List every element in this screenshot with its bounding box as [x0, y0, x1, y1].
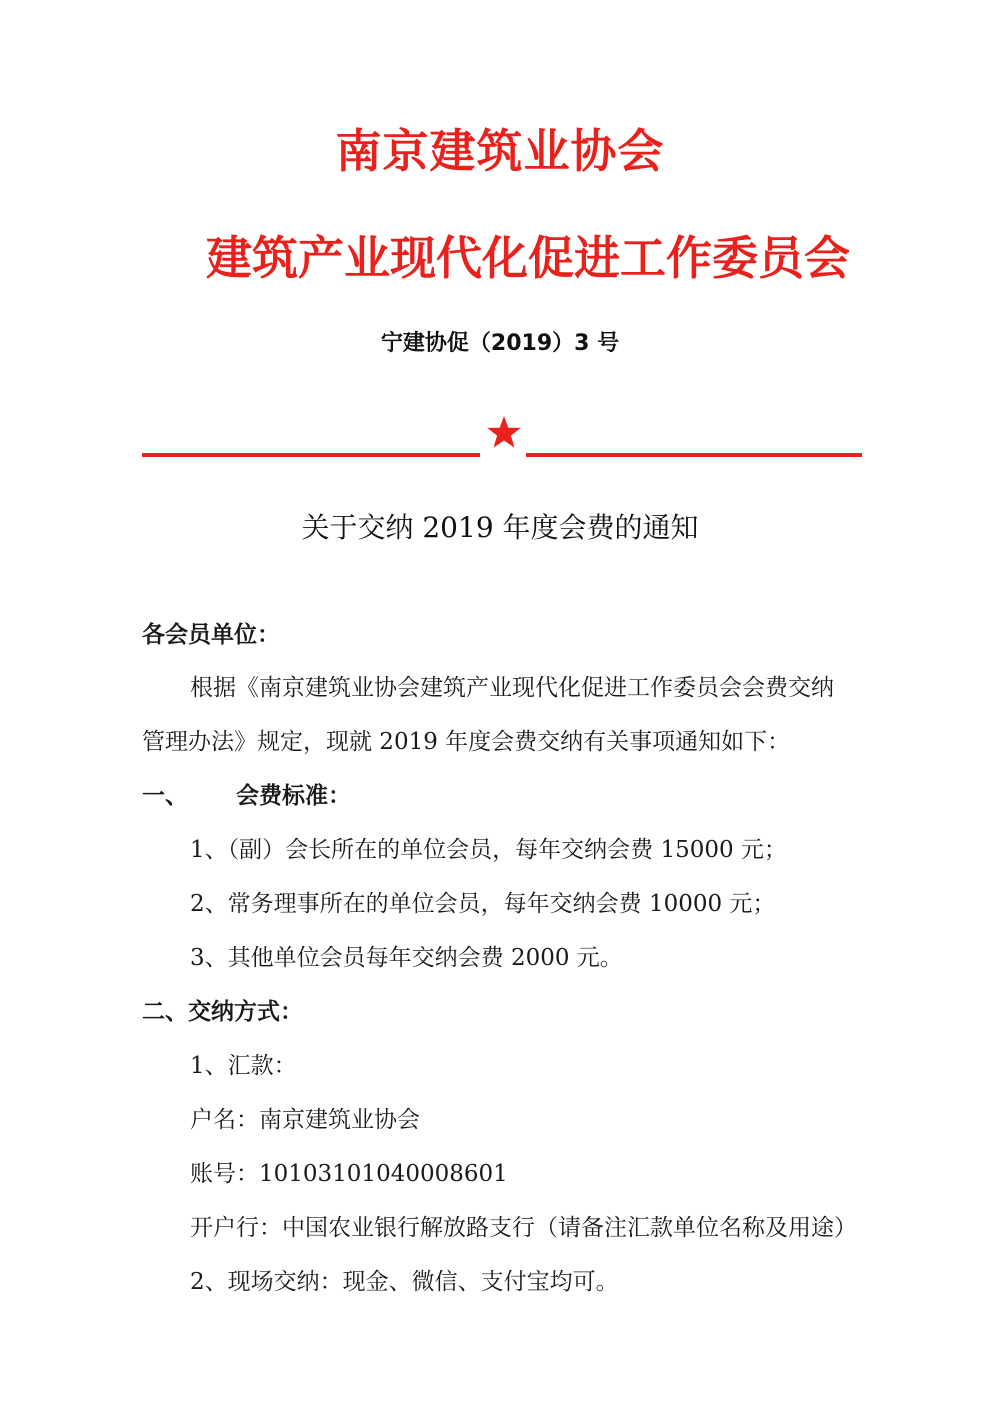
section2-heading: 二、交纳方式：: [142, 999, 303, 1025]
fee-item-2: 2、常务理事所在的单位会员，每年交纳会费 10000 元；: [190, 891, 776, 917]
intro-paragraph-line2: 管理办法》规定，现就 2019 年度会费交纳有关事项通知如下：: [142, 729, 791, 755]
fee-item-1: 1、（副）会长所在的单位会员，每年交纳会费 15000 元；: [190, 837, 787, 863]
document-number: 宁建协促（2019）3 号: [380, 331, 620, 356]
red-divider-left: [142, 453, 480, 457]
red-divider-right: [526, 453, 862, 457]
section1-title: 会费标准：: [236, 783, 351, 809]
section1-number: 一、: [142, 783, 188, 809]
account-number: 账号：10103101040008601: [190, 1161, 508, 1187]
fee-item-3: 3、其他单位会员每年交纳会费 2000 元。: [190, 945, 623, 971]
org-name-line1: 南京建筑业协会: [335, 124, 665, 178]
remit-label: 1、汇款：: [190, 1053, 297, 1079]
notice-title: 关于交纳 2019 年度会费的通知: [301, 511, 699, 544]
salutation: 各会员单位：: [142, 622, 280, 648]
red-star-icon: [486, 414, 522, 450]
section1-heading: [142, 781, 351, 811]
bank-branch: 开户行：中国农业银行解放路支行（请备注汇款单位名称及用途）: [190, 1215, 857, 1241]
intro-paragraph-line1: 根据《南京建筑业协会建筑产业现代化促进工作委员会会费交纳: [190, 675, 834, 701]
onsite-payment: 2、现场交纳：现金、微信、支付宝均可。: [190, 1269, 619, 1295]
org-name-line2: 建筑产业现代化促进工作委员会: [206, 231, 850, 285]
account-name: 户名：南京建筑业协会: [190, 1107, 420, 1133]
